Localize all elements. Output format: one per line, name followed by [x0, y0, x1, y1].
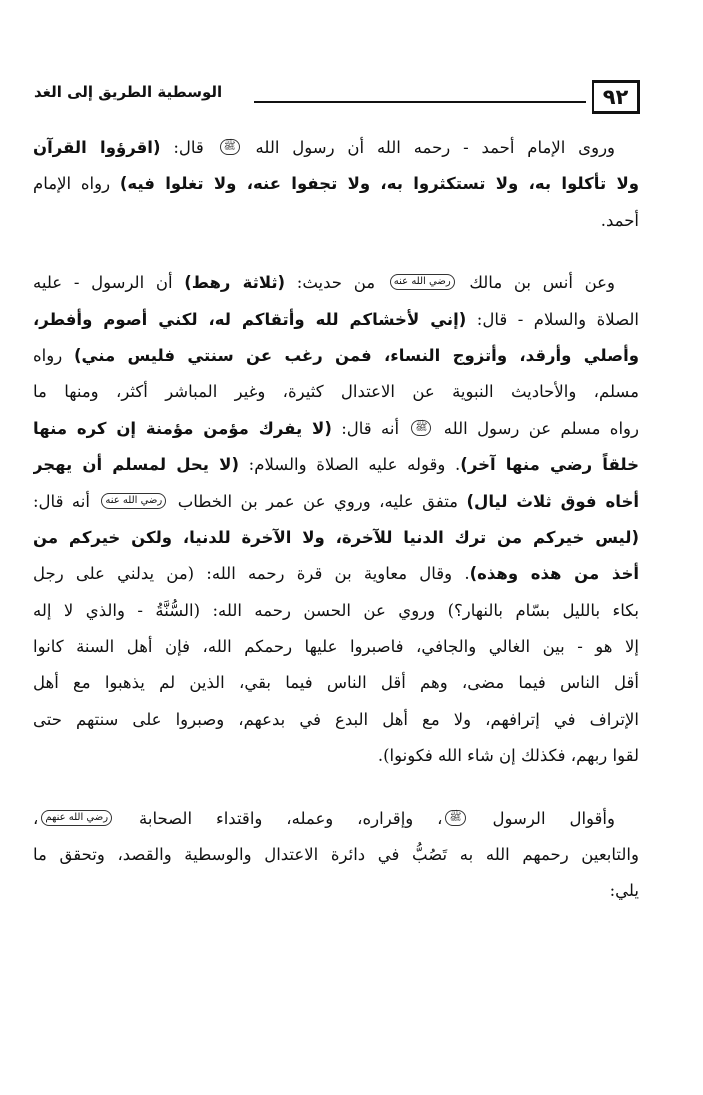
text-line [33, 265, 639, 301]
text-line [33, 520, 639, 556]
paragraph [33, 265, 639, 774]
text-run: وروى الإمام أحمد - رحمه الله أن رسول الله [242, 138, 616, 157]
quoted-text: (إني لأخشاكم لله وأتقاكم له، لكني أصوم وأفطر، [33, 309, 467, 329]
text-line [33, 447, 639, 483]
text-run: رواه الإمام [33, 174, 120, 194]
text-run: أنه قال: [331, 418, 409, 438]
quoted-text: وأصلي وأرقد، وأتزوج النساء، فمن رغب عن سنتي فليس مني) [73, 345, 639, 365]
text-line [33, 702, 639, 738]
text-line [33, 130, 639, 166]
paragraph [33, 801, 639, 910]
text-run: من حديث: [285, 273, 387, 293]
text-run: قال: [160, 138, 217, 157]
quoted-text: (ثلاثة رهط) [184, 273, 286, 293]
text-line [33, 302, 639, 338]
honorific-mark: ﷺ [411, 420, 431, 436]
honorific-mark: رضي الله عنه [101, 493, 166, 509]
text-run: أقل الناس فيما مضى، وهم أقل الناس فيما بقي، الذين لم يذهبوا مع أهل [33, 673, 639, 693]
text-run: مسلم، والأحاديث النبوية عن الاعتدال كثيرة، وغير المباشر أكثر، ومنها ما [33, 382, 639, 402]
text-run: الصلاة والسلام - قال: [466, 309, 639, 329]
page-header [34, 80, 640, 120]
header-rule [254, 101, 586, 103]
text-run: . وقوله عليه الصلاة والسلام: [239, 455, 461, 475]
quoted-text: (لا يحل لمسلم أن يهجر [33, 455, 239, 475]
text-run: رواه مسلم عن رسول الله [434, 418, 639, 438]
text-run: والتابعين رحمهم الله به تَصُبُّ في دائرة الاعتدال والوسطية والقصد، وتحقق ما [33, 845, 639, 865]
text-run: أنه قال: [33, 491, 99, 511]
paragraph-gap [33, 775, 639, 801]
quoted-text: أخاه فوق ثلاث ليال) [466, 491, 639, 511]
text-line [33, 556, 639, 592]
text-line [33, 374, 639, 410]
honorific-mark: رضي الله عنه [390, 274, 455, 290]
paragraph [33, 130, 639, 239]
text-run: الإتراف في إترافهم، ولا مع أهل البدع في بدعهم، وصبروا على سنتهم حتى [33, 709, 639, 729]
page-number: ٩٢ [592, 80, 640, 114]
honorific-mark: ﷺ [220, 139, 240, 155]
text-line [33, 665, 639, 701]
text-line [33, 411, 639, 447]
text-run: ، [33, 808, 39, 828]
text-run: وعن أنس بن مالك [457, 273, 615, 293]
text-run: رواه [33, 345, 74, 365]
text-line [33, 629, 639, 665]
honorific-mark: ﷺ [445, 810, 465, 826]
text-run: متفق عليه، وروي عن عمر بن الخطاب [169, 491, 467, 511]
text-run: بكاء بالليل بسّام بالنهار؟) وروي عن الحسن رحمه الله: (السُّنَّةُ - والذي لا إله [33, 600, 639, 620]
quoted-text: (اقرؤوا القرآن [33, 138, 161, 157]
text-run: أن الرسول - عليه [33, 273, 185, 293]
honorific-mark: رضي الله عنهم [41, 810, 112, 826]
body-text [33, 130, 639, 910]
text-run: ، وإقراره، وعمله، واقتداء الصحابة [115, 808, 443, 828]
quoted-text: (لا يفرك مؤمن مؤمنة إن كره منها [33, 418, 332, 438]
text-line [33, 873, 639, 909]
running-title: الوسطية الطريق إلى الغد [34, 83, 223, 101]
text-line [33, 166, 639, 202]
text-run: . وقال معاوية بن قرة رحمه الله: (من يدلني على رجل [33, 564, 470, 584]
text-line [33, 801, 639, 837]
quoted-text: ولا تأكلوا به، ولا تستكثروا به، ولا تجفوا عنه، ولا تغلوا فيه) [119, 174, 639, 194]
text-run: وأقوال الرسول [468, 808, 615, 828]
paragraph-gap [33, 239, 639, 265]
text-line [33, 593, 639, 629]
text-line [33, 203, 639, 239]
quoted-text: خلقاً رضي منها آخر) [460, 455, 639, 475]
text-line [33, 738, 639, 774]
text-run: يلي: [609, 881, 639, 901]
text-run: إلا هو - بين الغالي والجافي، فاصبروا عليها رحمكم الله، فإن أهل السنة كانوا [33, 637, 639, 657]
text-line [33, 484, 639, 520]
text-run: أحمد. [600, 210, 639, 230]
quoted-text: (ليس خيركم من ترك الدنيا للآخرة، ولا الآخرة للدنيا، ولكن خيركم من [33, 527, 639, 547]
text-run: لقوا ربهم، فكذلك إن شاء الله فكونوا). [377, 746, 639, 766]
text-line [33, 837, 639, 873]
text-line [33, 338, 639, 374]
quoted-text: أخذ من هذه وهذه) [469, 564, 639, 584]
